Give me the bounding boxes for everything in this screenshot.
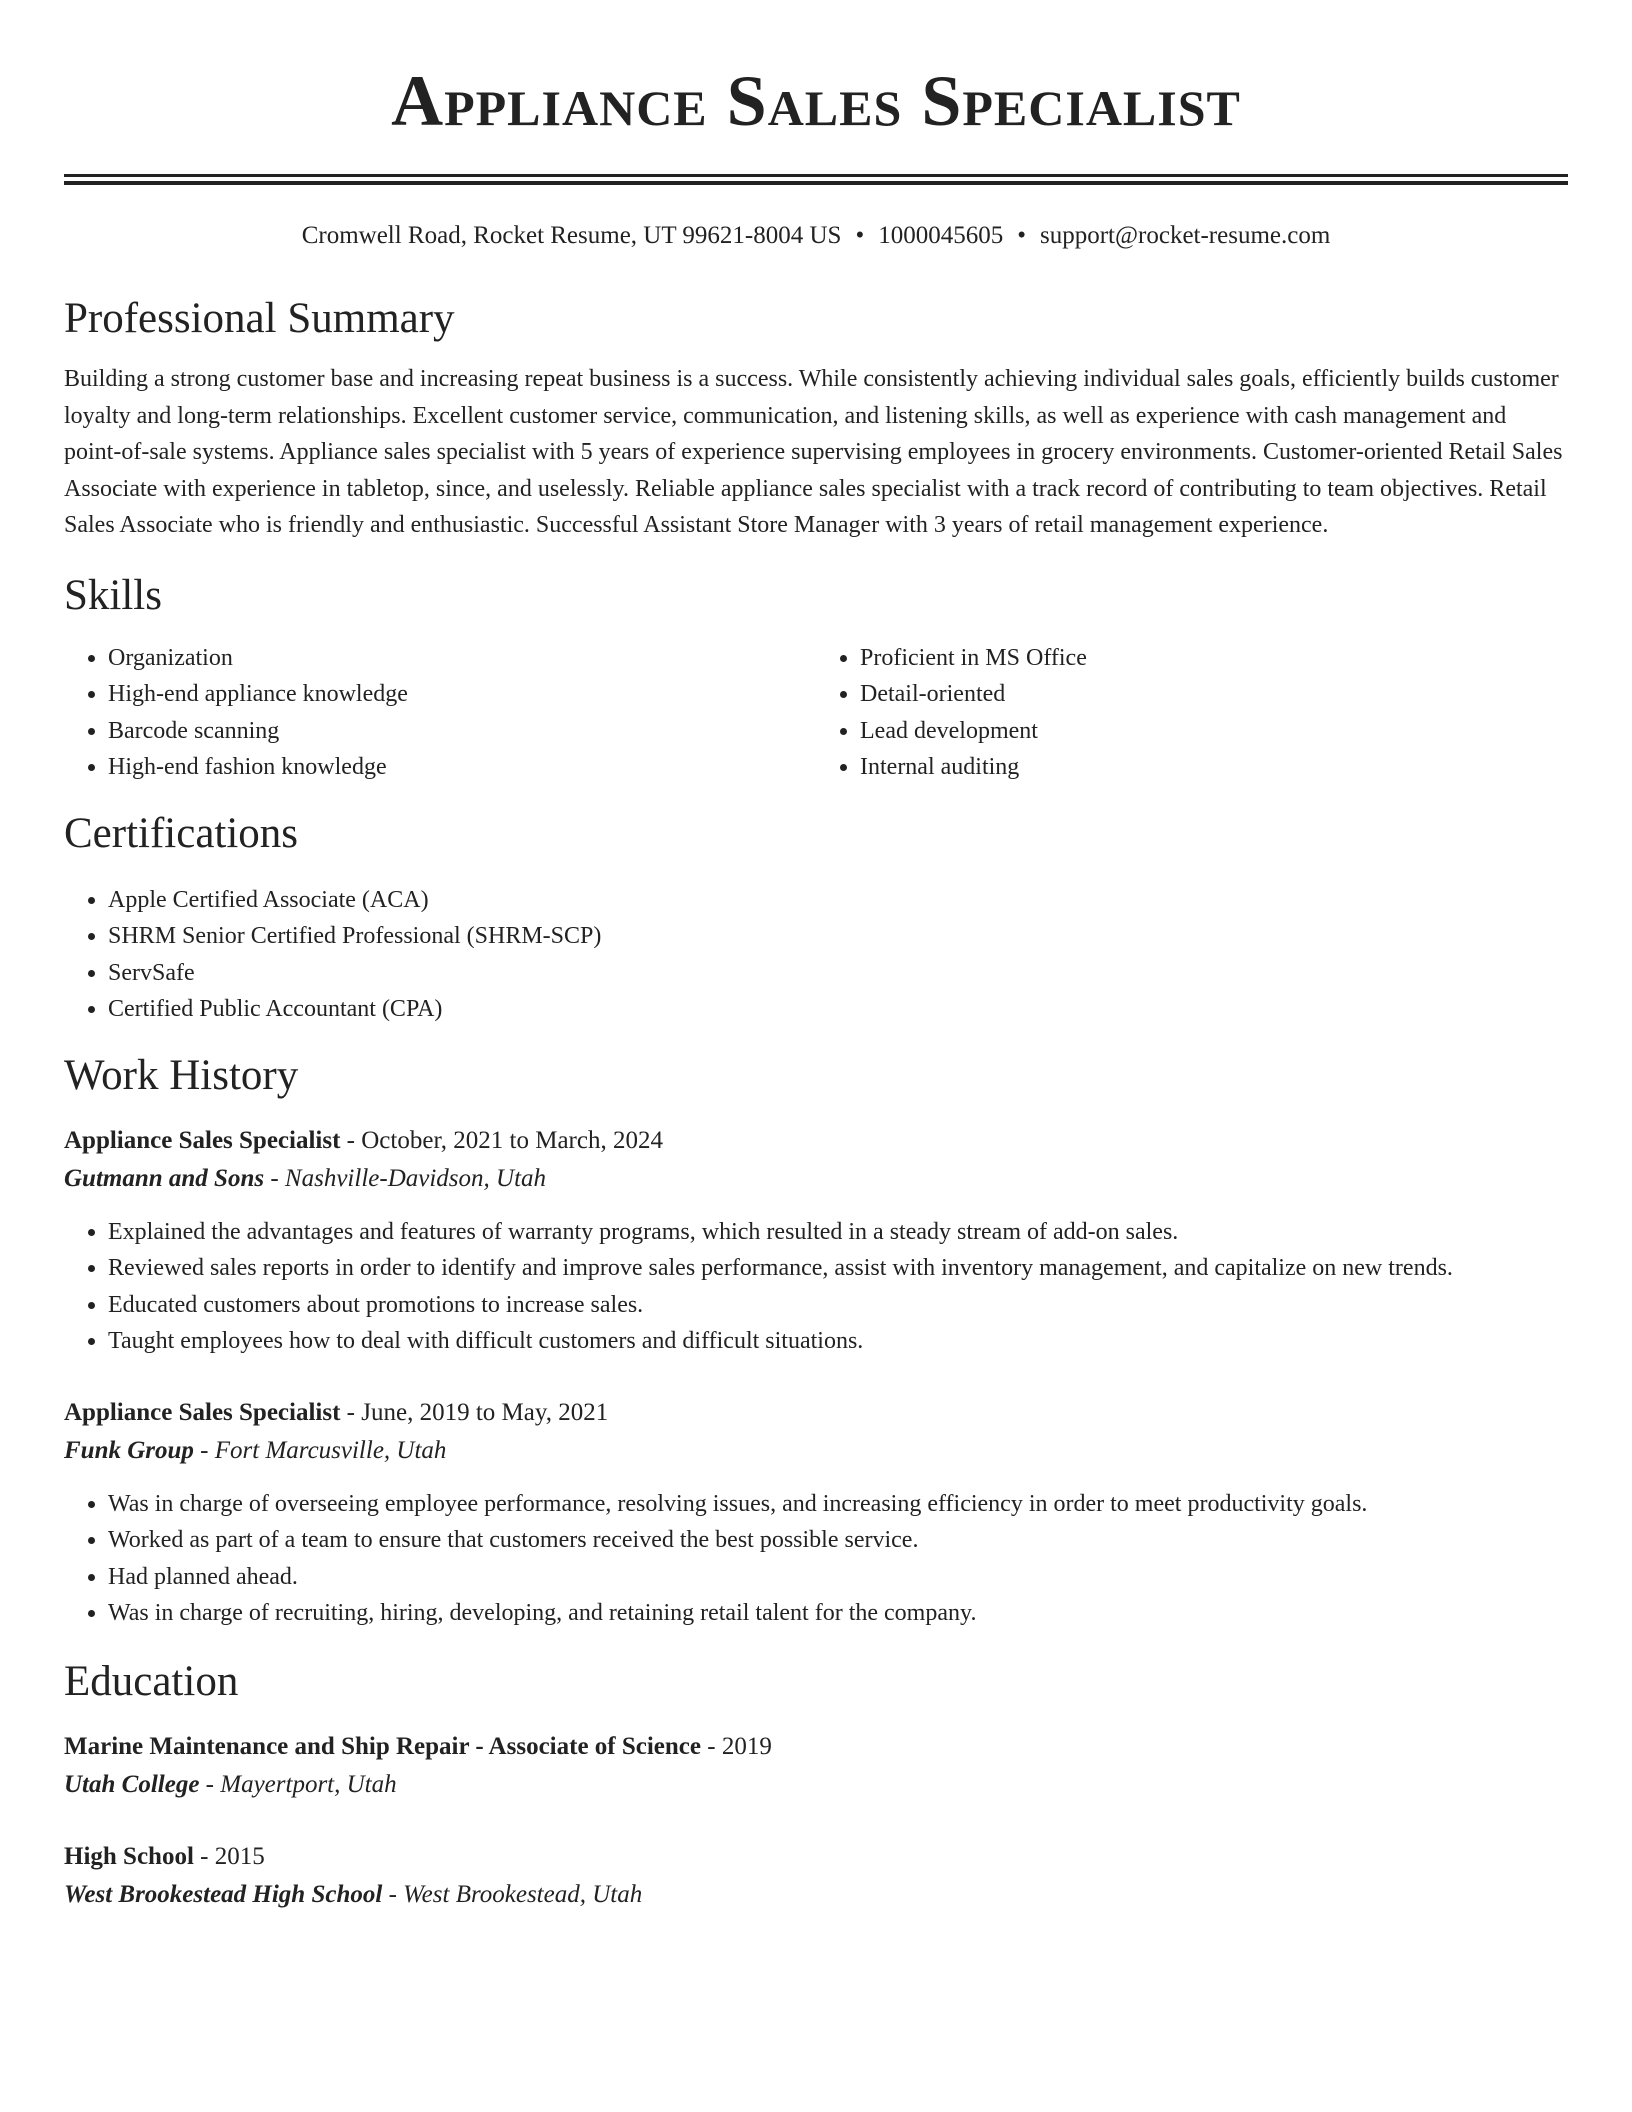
title-divider (64, 174, 1568, 185)
job-dates: - October, 2021 to March, 2024 (340, 1126, 663, 1154)
education-entry (64, 1838, 1568, 1914)
job-dates: - June, 2019 to May, 2021 (340, 1398, 609, 1426)
skill-item: • High-end appliance knowledge (108, 676, 816, 713)
summary-text: Building a strong customer base and increasing repeat business is a success. While consistently achieving individual sales goals, efficiently builds customer loyalty and long-term relationships. Excellent customer service, communication, and listening skills, as well as experience with cash management and point-of-sale systems. Appliance sales specialist with 5 years of experience supervising employees in grocery environments. Customer-oriented Retail Sales Associate with experience in tabletop, since, and uselessly. Reliable appliance sales specialist with a track record of contributing to team objectives. Retail Sales Associate who is friendly and enthusiastic. Successful Assistant Store Manager with 3 years of retail management experience. (64, 366, 1563, 538)
job-location: - Nashville-Davidson, Utah (264, 1164, 547, 1192)
job-employer (64, 1160, 1568, 1198)
job-duty: • Was in charge of recruiting, hiring, developing, and retaining retail talent for the company. (108, 1595, 1568, 1632)
section-title-certifications: Certifications (64, 809, 299, 857)
contact-email[interactable]: support@rocket-resume.com (1040, 222, 1331, 249)
job-duty: • Educated customers about promotions to increase sales. (108, 1287, 1568, 1324)
skill-item: • High-end fashion knowledge (108, 749, 816, 786)
section-title-skills: Skills (64, 571, 162, 619)
job-duties-list (64, 1486, 1568, 1632)
skills-list-left (64, 640, 816, 786)
job-entry (64, 1394, 1568, 1632)
skill-item: • Proficient in MS Office (860, 640, 1568, 677)
job-duty: • Explained the advantages and features of warranty programs, which resulted in a steady stream of add-on sales. (108, 1214, 1568, 1251)
education-entry (64, 1728, 1568, 1804)
job-duty: • Worked as part of a team to ensure that customers received the best possible service. (108, 1522, 1568, 1559)
education-year: - 2015 (193, 1842, 265, 1870)
certification-item: • Apple Certified Associate (ACA) (108, 882, 1568, 919)
skill-item: • Lead development (860, 713, 1568, 750)
education-year: - 2019 (701, 1732, 772, 1760)
job-role: Appliance Sales Specialist (64, 1126, 341, 1154)
education-school-line (64, 1876, 1568, 1914)
job-heading (64, 1122, 1568, 1160)
skill-item: • Organization (108, 640, 816, 677)
certification-item: • Certified Public Accountant (CPA) (108, 991, 1568, 1028)
job-employer (64, 1432, 1568, 1470)
section-title-education: Education (64, 1657, 239, 1705)
section-title-work-history: Work History (64, 1051, 299, 1099)
job-entry (64, 1122, 1568, 1360)
job-duty: • Had planned ahead. (108, 1559, 1568, 1596)
skills-column-left (64, 640, 816, 786)
certification-item: • SHRM Senior Certified Professional (SHRM-SCP) (108, 918, 1568, 955)
skills-column-right (816, 640, 1568, 786)
certification-item: • ServSafe (108, 955, 1568, 992)
section-title-summary: Professional Summary (64, 295, 455, 342)
contact-line (64, 219, 1568, 253)
skill-item: • Internal auditing (860, 749, 1568, 786)
job-company: Gutmann and Sons (64, 1164, 265, 1192)
job-duty: • Taught employees how to deal with difficult customers and difficult situations. (108, 1323, 1568, 1360)
education-location: - West Brookestead, Utah (382, 1880, 643, 1908)
job-duties-list (64, 1214, 1568, 1360)
education-school: West Brookestead High School (64, 1880, 383, 1908)
skill-item: • Barcode scanning (108, 713, 816, 750)
job-heading (64, 1394, 1568, 1432)
skill-item: • Detail-oriented (860, 676, 1568, 713)
education-location: - Mayertport, Utah (199, 1770, 397, 1798)
education-heading (64, 1838, 1568, 1876)
education-school-line (64, 1766, 1568, 1804)
education-degree: High School (64, 1842, 194, 1870)
job-duty: • Reviewed sales reports in order to identify and improve sales performance, assist with inventory management, and capitalize on new trends. (108, 1250, 1568, 1287)
education-school: Utah College (64, 1770, 200, 1798)
contact-separator: • (855, 222, 865, 249)
job-role: Appliance Sales Specialist (64, 1398, 341, 1426)
job-company: Funk Group (64, 1436, 194, 1464)
contact-phone: 1000045605 (878, 222, 1004, 249)
resume-title: Appliance Sales Specialist (391, 61, 1241, 141)
education-degree: Marine Maintenance and Ship Repair - Associate of Science (64, 1732, 701, 1760)
job-duty: • Was in charge of overseeing employee performance, resolving issues, and increasing efficiency in order to meet productivity goals. (108, 1486, 1568, 1523)
contact-address: Cromwell Road, Rocket Resume, UT 99621-8004 US (301, 222, 842, 249)
contact-separator: • (1017, 222, 1026, 249)
certifications-list (64, 882, 1568, 1028)
skills-grid (64, 640, 1568, 786)
education-heading (64, 1728, 1568, 1766)
job-location: - Fort Marcusville, Utah (193, 1436, 447, 1464)
skills-list-right (816, 640, 1568, 786)
